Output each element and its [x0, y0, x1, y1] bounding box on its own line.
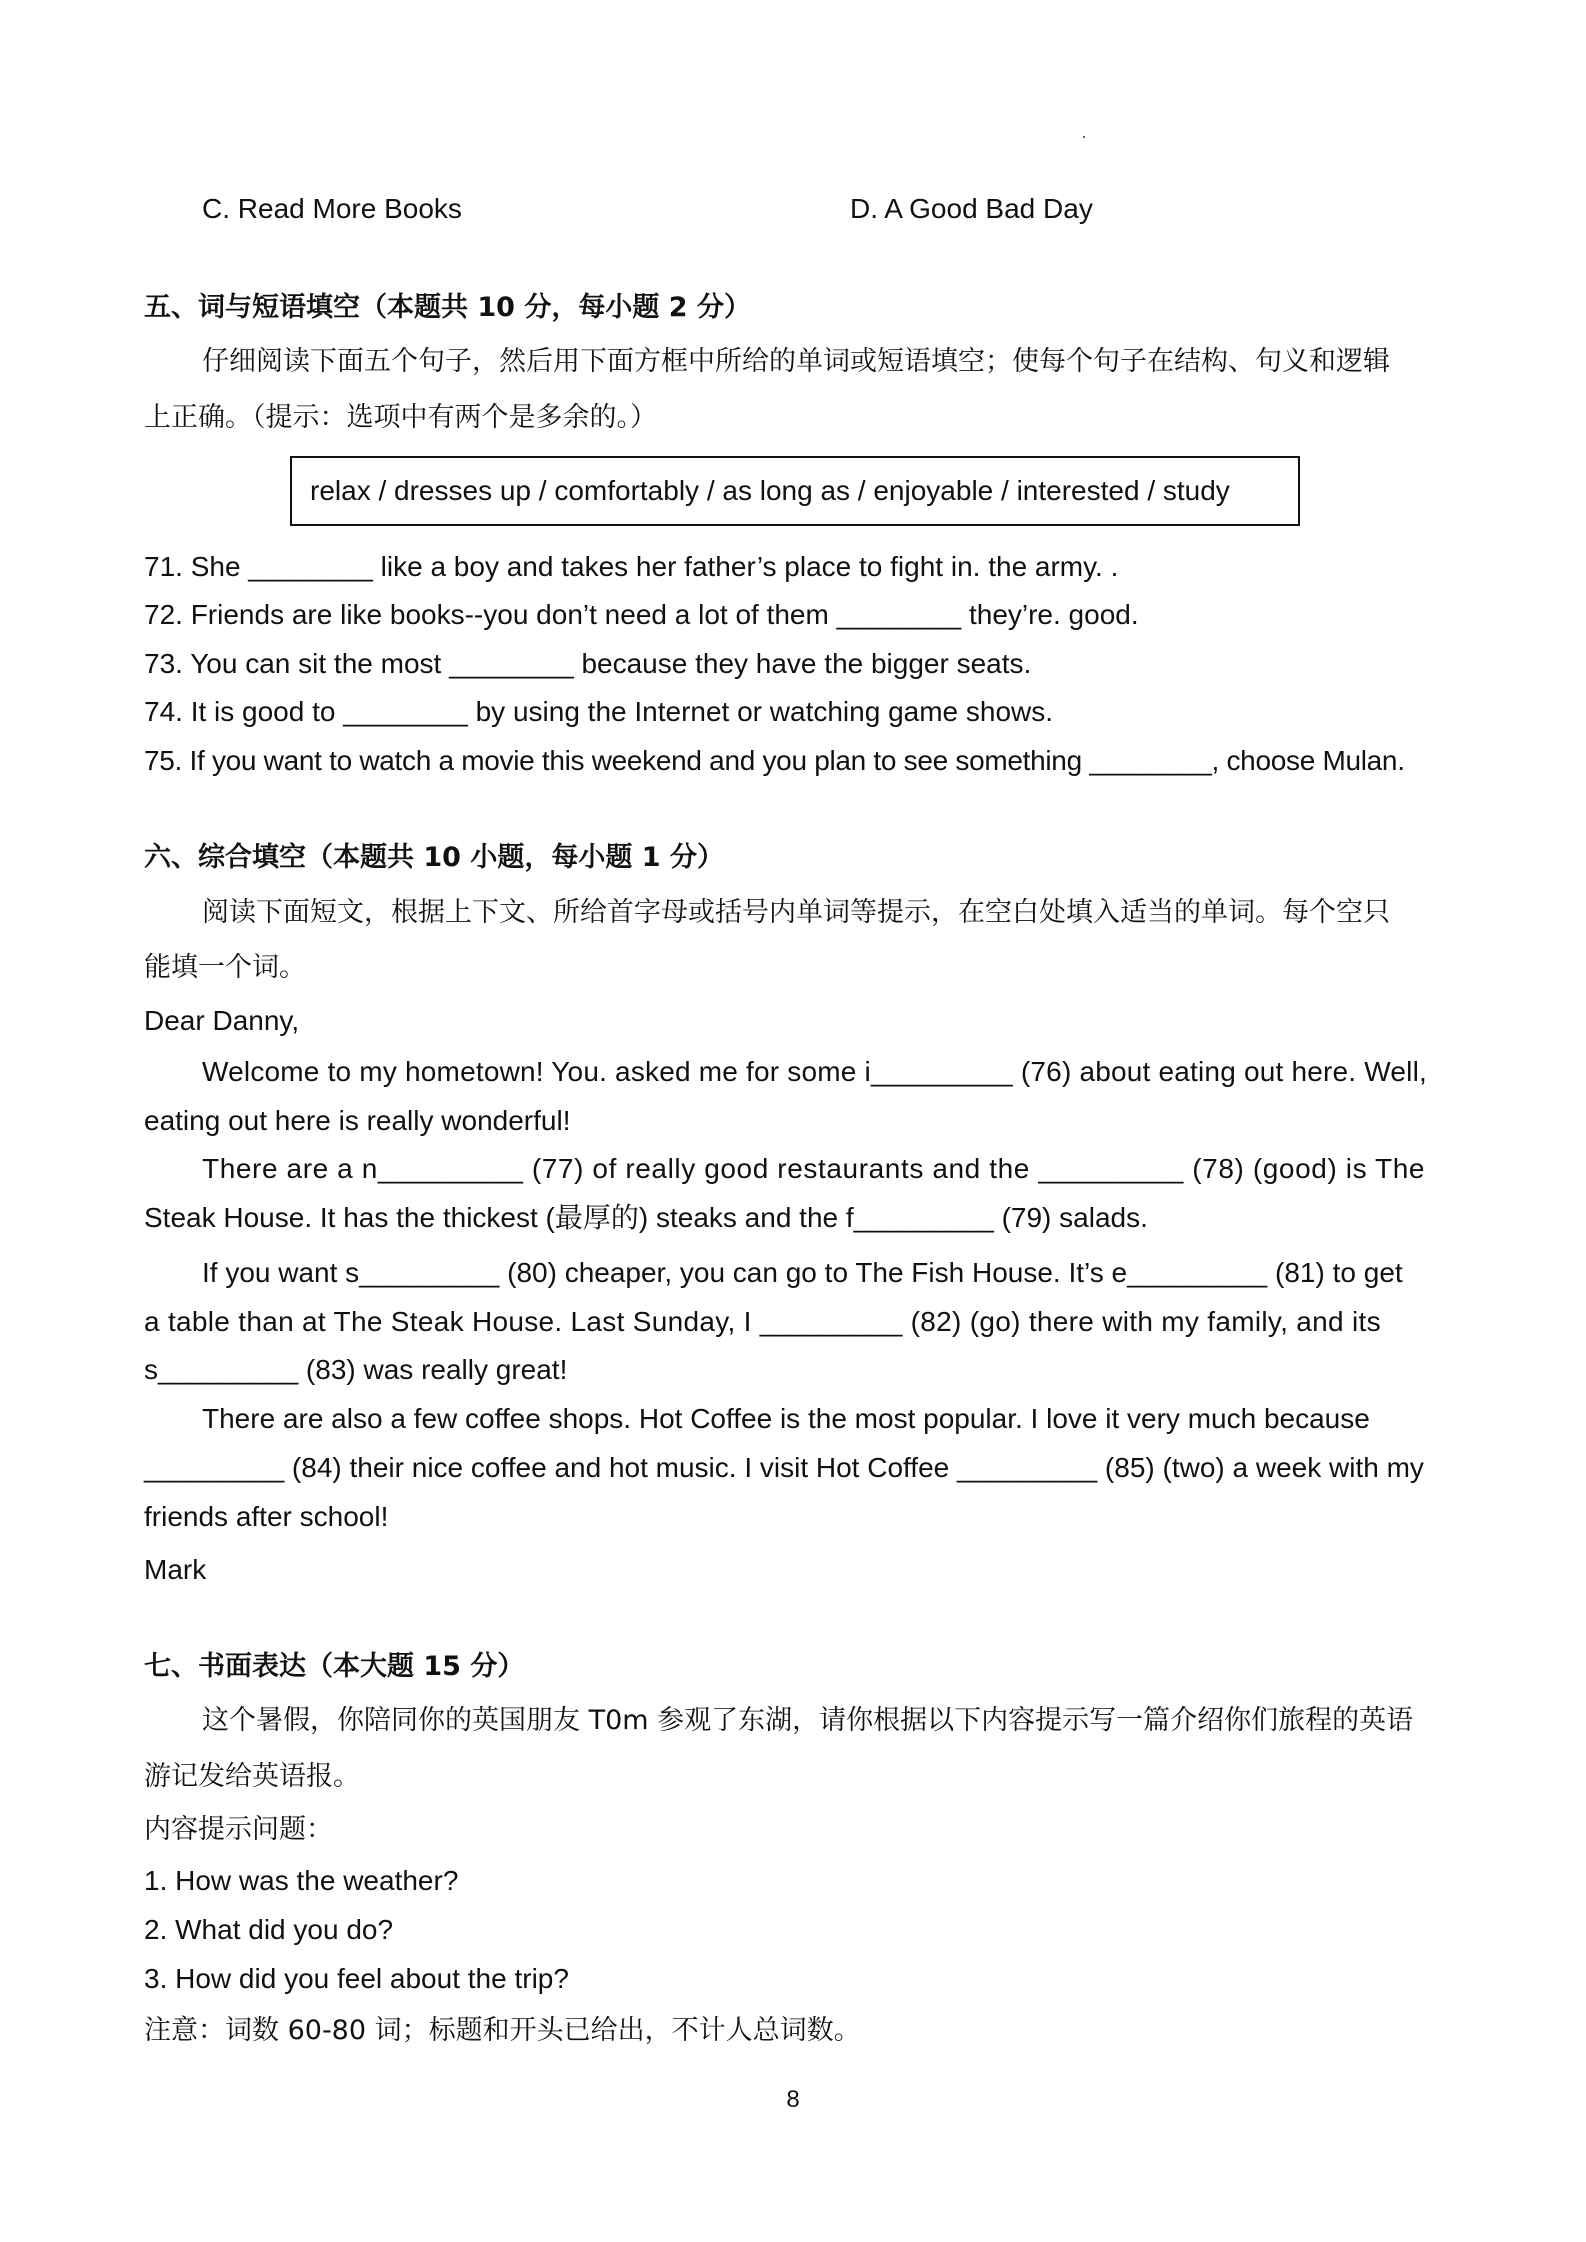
question-72: 72. Friends are like books--you don’t need a lot of them ________ they’re. good. [144, 599, 1139, 630]
page-number: 8 [786, 2086, 800, 2113]
passage-line: eating out here is really wonderful! [144, 1105, 571, 1136]
section7-instruction-line1: 这个暑假，你陪同你的英国朋友 T0m 参观了东湖，请你根据以下内容提示写一篇介绍你们旅程的英语 [202, 1705, 1414, 1736]
passage-line: Welcome to my hometown! You. asked me for some i_________ (76) about eating out here. Well, [202, 1056, 1427, 1087]
word-box [290, 456, 1300, 526]
speck-mark [1083, 136, 1085, 138]
question-75: 75. If you want to watch a movie this weekend and you plan to see something ________, choose Mulan. [144, 745, 1405, 776]
section5-heading: 五、词与短语填空（本题共 10 分，每小题 2 分） [144, 292, 751, 323]
letter-greeting: Dear Danny, [144, 1005, 300, 1036]
passage-line: friends after school! [144, 1501, 389, 1532]
section7-heading: 七、书面表达（本大题 15 分） [144, 1651, 525, 1682]
prompt-question: 3. How did you feel about the trip? [144, 1963, 569, 1994]
prompt-question: 2. What did you do? [144, 1914, 394, 1945]
section6-instruction-line1: 阅读下面短文，根据上下文、所给首字母或括号内单词等提示，在空白处填入适当的单词。每个空只 [202, 897, 1390, 928]
prompt-label: 内容提示问题： [144, 1814, 333, 1845]
option-d: D. A Good Bad Day [850, 193, 1093, 224]
question-73: 73. You can sit the most ________ because they have the bigger seats. [144, 648, 1032, 679]
passage-line: There are a n_________ (77) of really good restaurants and the _________ (78) (good) is The [202, 1153, 1426, 1184]
section5-instruction-line2: 上正确。（提示：选项中有两个是多余的。） [144, 402, 657, 433]
section6-heading: 六、综合填空（本题共 10 小题，每小题 1 分） [144, 842, 724, 873]
passage-line: If you want s_________ (80) cheaper, you can go to The Fish House. It’s e_________ (81) to get [202, 1257, 1403, 1288]
word-box-text: relax / dresses up / comfortably / as long as / enjoyable / interested / study [310, 475, 1230, 506]
passage-line: s_________ (83) was really great! [144, 1354, 568, 1385]
prompt-question: 1. How was the weather? [144, 1865, 459, 1896]
passage-line: a table than at The Steak House. Last Sunday, I _________ (82) (go) there with my family, and its [144, 1306, 1381, 1337]
question-74: 74. It is good to ________ by using the Internet or watching game shows. [144, 696, 1054, 727]
letter-signature: Mark [144, 1554, 207, 1585]
passage-line: _________ (84) their nice coffee and hot music. I visit Hot Coffee _________ (85) (two) a week with my [144, 1452, 1424, 1483]
writing-note: 注意：词数 60-80 词；标题和开头已给出，不计人总词数。 [144, 2015, 861, 2046]
passage-line: There are also a few coffee shops. Hot Coffee is the most popular. I love it very much because [202, 1403, 1370, 1434]
section7-instruction-line2: 游记发给英语报。 [144, 1761, 360, 1792]
question-71: 71. She ________ like a boy and takes her father’s place to fight in. the army. . [144, 551, 1119, 582]
passage-line: Steak House. It has the thickest (最厚的) steaks and the f_________ (79) salads. [144, 1202, 1148, 1233]
section6-instruction-line2: 能填一个词。 [144, 952, 306, 983]
section5-instruction-line1: 仔细阅读下面五个句子，然后用下面方框中所给的单词或短语填空；使每个句子在结构、句义和逻辑 [202, 346, 1390, 377]
option-c: C. Read More Books [202, 193, 462, 224]
